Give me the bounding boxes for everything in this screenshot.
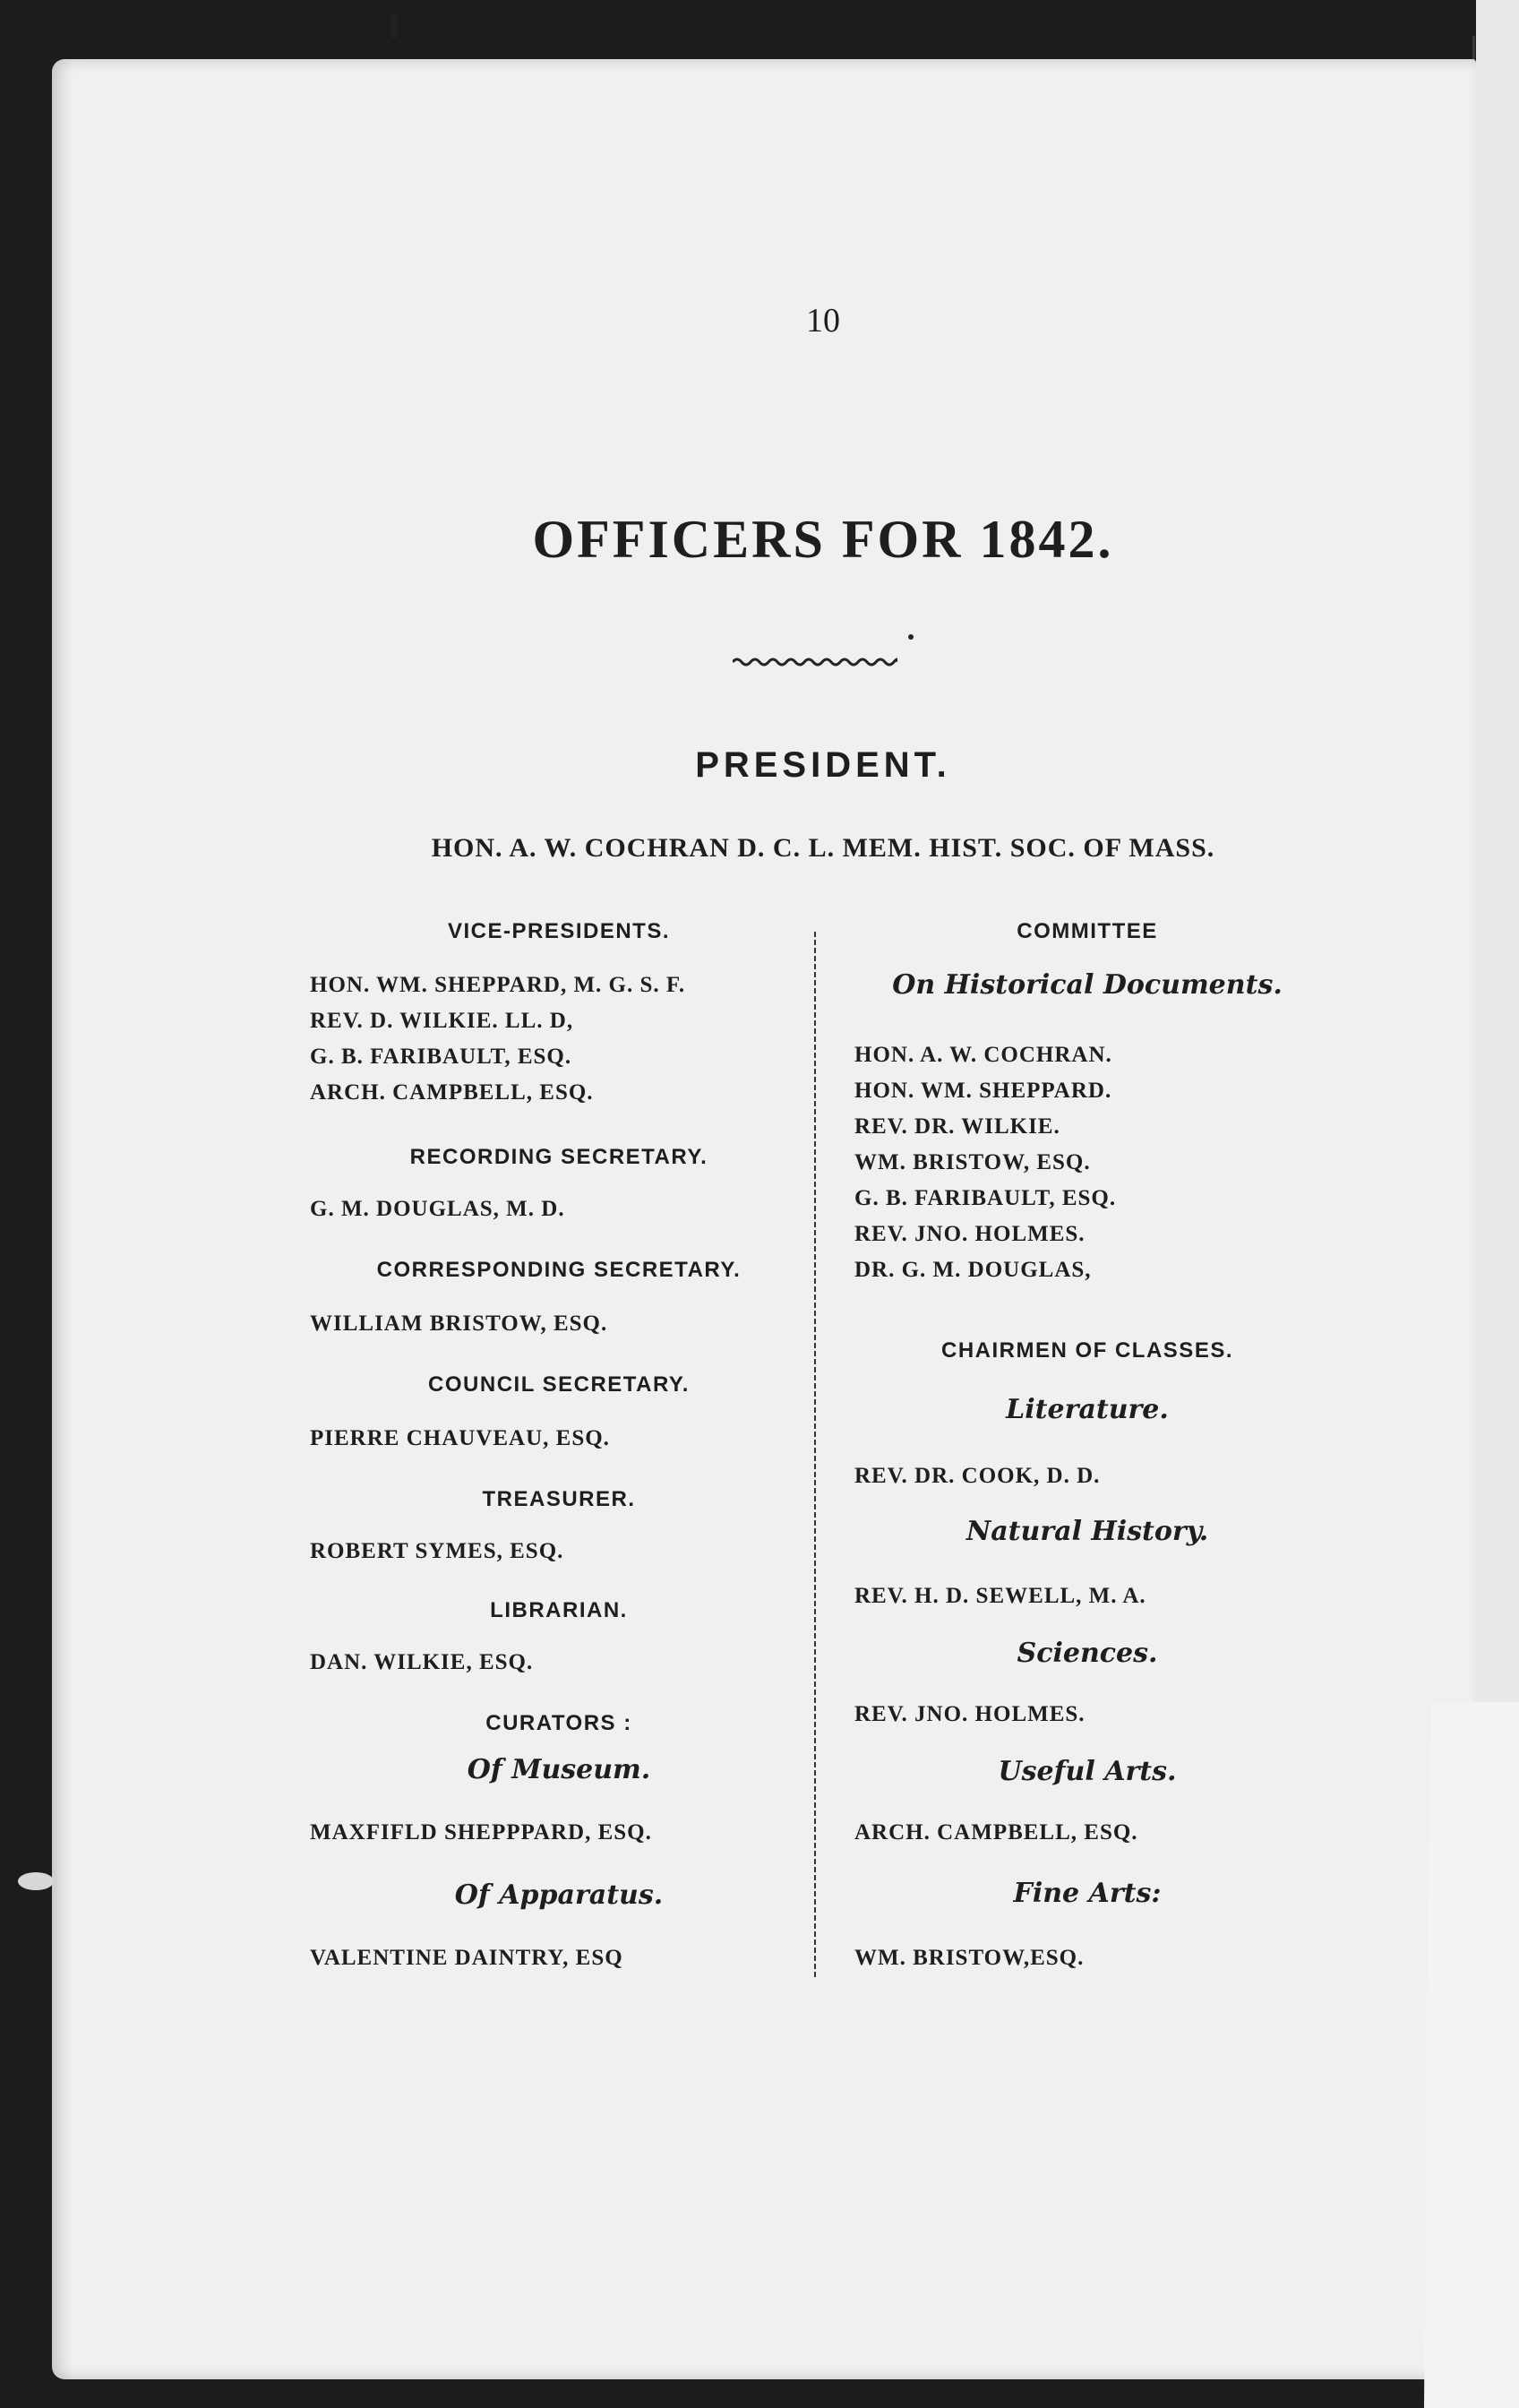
committee-member-name: REV. JNO. HOLMES. [854, 1222, 1086, 1246]
librarian-heading: LIBRARIAN. [490, 1598, 628, 1622]
literature-subheading: Literature. [1006, 1394, 1169, 1425]
president-name: HON. A. W. COCHRAN D. C. L. MEM. HIST. SOC. OF MASS. [431, 833, 1215, 863]
debris-mark [908, 634, 914, 640]
natural-history-chairman-name: REV. H. D. SEWELL, M. A. [854, 1584, 1146, 1608]
wavy-rule-ornament [733, 654, 897, 670]
museum-subheading: Of Museum. [467, 1754, 651, 1785]
natural-history-subheading: Natural History. [965, 1516, 1209, 1547]
chairmen-heading: CHAIRMEN OF CLASSES. [940, 1338, 1233, 1363]
fine-arts-subheading: Fine Arts: [1013, 1878, 1162, 1909]
committee-member-name: WM. BRISTOW, ESQ. [854, 1150, 1091, 1174]
torn-page-fragment [1424, 1702, 1519, 2408]
useful-arts-chairman-name: ARCH. CAMPBELL, ESQ. [854, 1820, 1138, 1845]
apparatus-subheading: Of Apparatus. [454, 1879, 664, 1911]
recording-secretary-name: G. M. DOUGLAS, M. D. [310, 1197, 565, 1221]
page-title: OFFICERS FOR 1842. [532, 510, 1114, 569]
page-number: 10 [806, 302, 840, 340]
sciences-chairman-name: REV. JNO. HOLMES. [854, 1702, 1086, 1726]
committee-member-name: HON. WM. SHEPPARD. [854, 1079, 1112, 1103]
column-divider [811, 932, 820, 1980]
vice-presidents-heading: VICE-PRESIDENTS. [447, 919, 671, 943]
useful-arts-subheading: Useful Arts. [998, 1756, 1177, 1787]
debris-mark [18, 1872, 54, 1890]
apparatus-curator-name: VALENTINE DAINTRY, ESQ [310, 1946, 623, 1970]
vice-president-name: ARCH. CAMPBELL, ESQ. [310, 1080, 594, 1105]
recording-secretary-heading: RECORDING SECRETARY. [409, 1145, 708, 1169]
president-heading: PRESIDENT. [695, 745, 951, 785]
museum-curator-name: MAXFIFLD SHEPPPARD, ESQ. [310, 1820, 652, 1845]
council-secretary-name: PIERRE CHAUVEAU, ESQ. [310, 1426, 610, 1450]
vice-president-name: HON. WM. SHEPPARD, M. G. S. F. [310, 973, 686, 997]
librarian-name: DAN. WILKIE, ESQ. [310, 1650, 534, 1674]
sciences-subheading: Sciences. [1017, 1638, 1158, 1669]
treasurer-name: ROBERT SYMES, ESQ. [310, 1539, 564, 1563]
committee-subheading: On Historical Documents. [892, 969, 1283, 1001]
corresponding-secretary-heading: CORRESPONDING SECRETARY. [376, 1258, 742, 1282]
council-secretary-heading: COUNCIL SECRETARY. [428, 1372, 690, 1397]
corresponding-secretary-name: WILLIAM BRISTOW, ESQ. [310, 1312, 608, 1336]
literature-chairman-name: REV. DR. COOK, D. D. [854, 1464, 1101, 1488]
vice-president-name: REV. D. WILKIE. LL. D, [310, 1009, 574, 1033]
committee-member-name: REV. DR. WILKIE. [854, 1114, 1060, 1139]
debris-mark [390, 14, 398, 38]
curators-heading: CURATORS : [485, 1711, 632, 1735]
committee-member-name: HON. A. W. COCHRAN. [854, 1043, 1112, 1067]
fine-arts-chairman-name: WM. BRISTOW,ESQ. [854, 1946, 1085, 1970]
committee-member-name: G. B. FARIBAULT, ESQ. [854, 1186, 1117, 1210]
book-page [52, 59, 1476, 2379]
committee-heading: COMMITTEE [1017, 919, 1158, 943]
vice-president-name: G. B. FARIBAULT, ESQ. [310, 1045, 572, 1069]
committee-member-name: DR. G. M. DOUGLAS, [854, 1258, 1092, 1282]
treasurer-heading: TREASURER. [482, 1487, 636, 1511]
